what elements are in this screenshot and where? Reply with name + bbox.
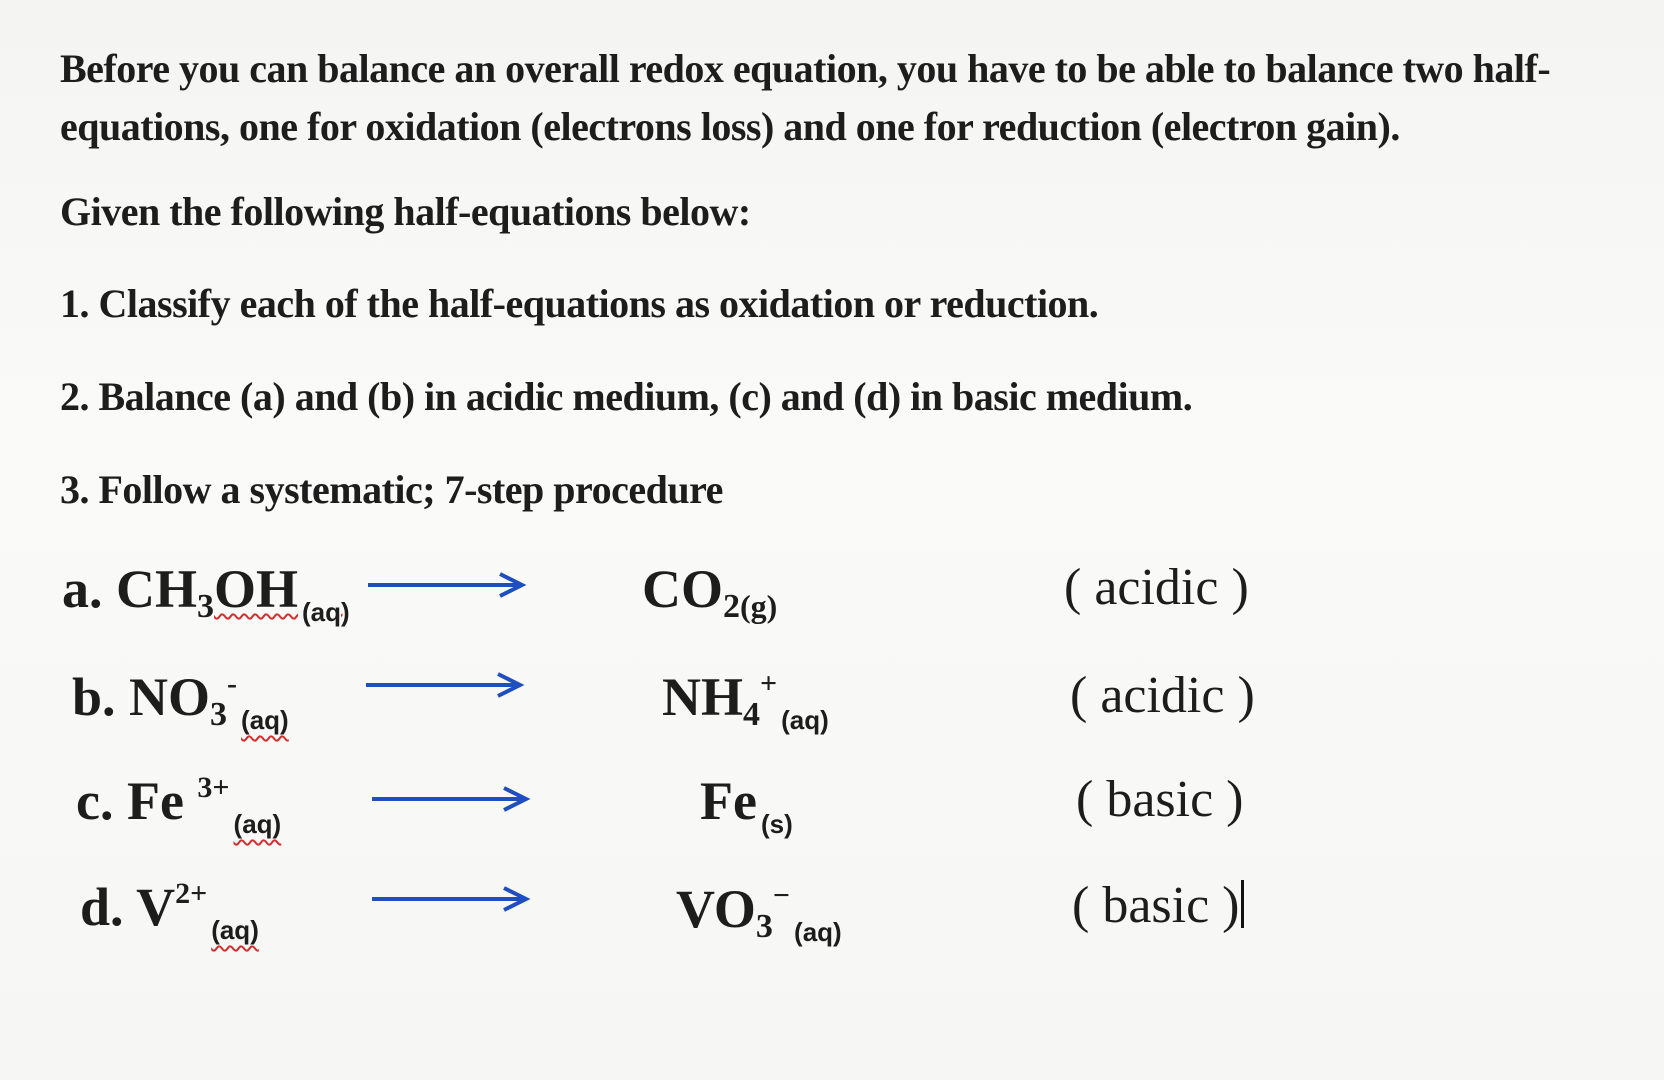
state-label: (s) <box>760 809 793 839</box>
formula-main: Fe <box>700 771 757 831</box>
intro-line-1: Before you can balance an overall redox equation, you have to be able to balance two half- <box>60 46 1551 91</box>
state-label: (aq) <box>794 917 842 947</box>
given-heading: Given the following half-equations below: <box>60 189 751 234</box>
charge-superscript: 3+ <box>197 771 230 804</box>
medium-label-a: ( acidic ) <box>1064 559 1249 616</box>
formula-main: Fe <box>126 771 198 831</box>
arrow-icon <box>366 670 526 700</box>
text-cursor <box>1241 880 1244 928</box>
formula-subscript: 2 <box>723 588 740 625</box>
state-label: (g) <box>740 588 778 624</box>
formula-tail <box>214 559 350 627</box>
arrow-icon <box>372 884 532 914</box>
state-label: (aq) <box>211 915 259 945</box>
arrow-icon <box>372 784 532 814</box>
formula-subscript: 3 <box>210 696 228 733</box>
formula-main: CH <box>116 559 197 619</box>
medium-label-c: ( basic ) <box>1076 771 1244 828</box>
equation-c <box>0 764 1664 874</box>
state-label: (aq) <box>241 705 289 735</box>
product-d <box>676 878 842 948</box>
equation-label: c. <box>76 771 114 831</box>
formula-subscript: 3 <box>755 908 773 945</box>
equation-a <box>0 548 1664 658</box>
product-b <box>662 666 829 736</box>
reactant-d <box>80 876 259 946</box>
intro-line-2: equations, one for oxidation (electrons loss) and one for reduction (electron gain). <box>60 104 1400 149</box>
charge-superscript: - <box>227 667 238 700</box>
charge-superscript: − <box>772 879 791 912</box>
formula-main: VO <box>676 879 756 939</box>
formula-main: V <box>136 877 176 937</box>
charge-superscript: + <box>760 667 778 700</box>
state-label: (aq) <box>781 705 829 735</box>
reactant-b <box>72 666 289 736</box>
formula-tail-text: OH <box>214 559 299 619</box>
formula-main: NH <box>662 667 743 727</box>
arrow-icon <box>368 570 528 600</box>
medium-label-d[interactable] <box>1072 876 1244 935</box>
medium-label-text: ( basic ) <box>1072 877 1240 934</box>
reactant-a <box>62 558 350 628</box>
intro-paragraph <box>60 40 1620 156</box>
formula-main: NO <box>129 667 211 727</box>
state-label: (aq) <box>233 809 282 839</box>
formula-main: CO <box>642 559 723 619</box>
state-label: (aq) <box>302 597 350 627</box>
formula-subscript: 3 <box>197 588 214 625</box>
reactant-c <box>76 770 281 840</box>
equation-label: a. <box>62 559 103 619</box>
equation-d <box>0 868 1664 978</box>
product-a <box>642 558 777 626</box>
instruction-2: 2. Balance (a) and (b) in acidic medium, (c) and (d) in basic medium. <box>60 374 1193 419</box>
charge-superscript: 2+ <box>175 877 208 910</box>
instruction-1: 1. Classify each of the half-equations as oxidation or reduction. <box>60 281 1099 326</box>
formula-subscript: 4 <box>743 696 760 733</box>
product-c <box>700 770 793 840</box>
equation-b <box>0 656 1664 766</box>
equation-label: d. <box>80 877 124 937</box>
instruction-3: 3. Follow a systematic; 7-step procedure <box>60 467 723 512</box>
medium-label-b: ( acidic ) <box>1070 667 1255 724</box>
equation-label: b. <box>72 667 116 727</box>
